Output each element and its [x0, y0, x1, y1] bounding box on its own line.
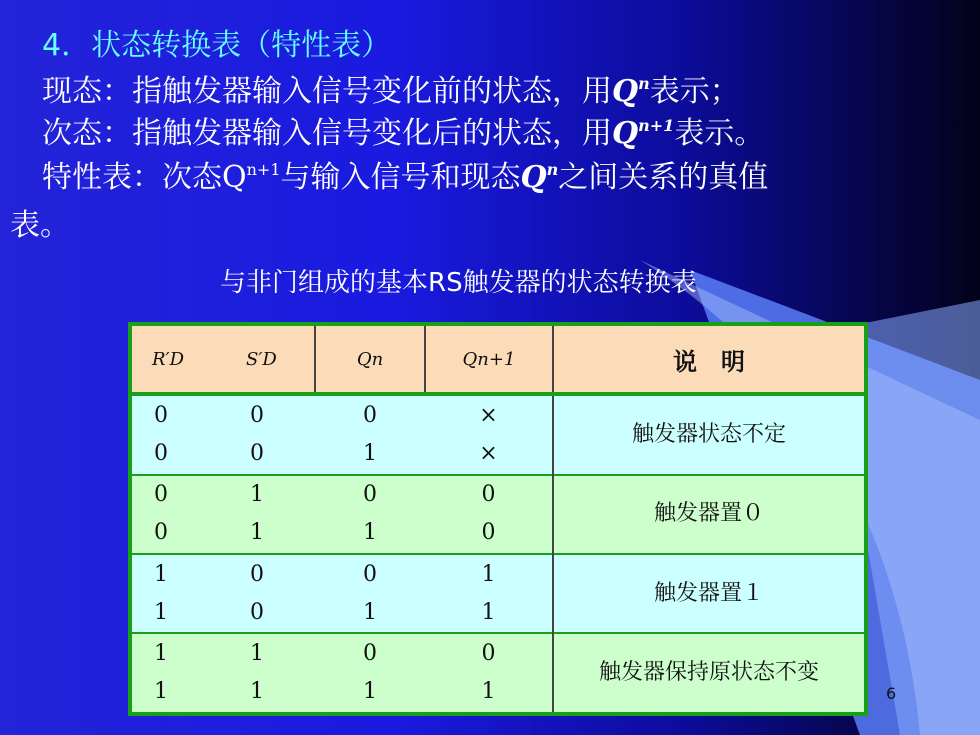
header-qn1: Qn+1: [425, 324, 553, 394]
row-description: 触发器保持原状态不变: [598, 660, 819, 686]
table-cell: 0: [154, 520, 168, 546]
table-cell: 1: [363, 599, 377, 625]
table-cell: 0: [250, 402, 264, 428]
row-description: 触发器置１: [653, 580, 764, 606]
table-cell: 1: [250, 641, 264, 667]
table-cell: 0: [481, 520, 496, 546]
table-cell: 1: [154, 561, 168, 587]
table-cell: 1: [363, 520, 377, 546]
table-cell: 0: [363, 561, 377, 587]
table-cell: 0: [363, 641, 377, 667]
table-caption: 与非门组成的基本RS触发器的状态转换表: [220, 268, 697, 298]
table-cell: 1: [154, 641, 168, 667]
table-cell: 1: [154, 679, 168, 705]
table-row-group: [130, 633, 866, 714]
table-cell: 0: [154, 440, 168, 466]
table-cell: 1: [250, 679, 264, 705]
table-cell: 1: [250, 482, 264, 508]
table-row-group: [130, 554, 866, 633]
table-cell: 1: [363, 679, 377, 705]
table-cell: 0: [154, 482, 168, 508]
table-cell: 0: [363, 482, 377, 508]
section-heading: 4．状态转换表（特性表）: [42, 28, 392, 63]
table-cell: 1: [481, 679, 496, 705]
table-cell: 0: [250, 599, 264, 625]
table-row-group: [130, 394, 866, 475]
row-description: 触发器置０: [653, 501, 764, 527]
table-cell: 1: [481, 561, 496, 587]
page-number: 6: [886, 684, 897, 703]
header-sd: S′D: [240, 324, 315, 394]
table-cell: 0: [481, 641, 496, 667]
next-state-definition: 次态：指触发器输入信号变化后的状态，用$Q^{n+1}$表示。: [42, 116, 765, 151]
table-cell: 0: [250, 440, 264, 466]
table-cell: 0: [250, 561, 264, 587]
current-state-definition: 现态：指触发器输入信号变化前的状态，用$Q^n$表示；: [42, 74, 740, 109]
characteristic-table-definition: 特性表：次态$Q^{n+1}$与输入信号和现态$Q^n$之间关系的真值: [42, 160, 769, 195]
table-cell: 1: [154, 599, 168, 625]
header-description: 说 明: [553, 324, 866, 394]
characteristic-table-definition-continued: 表。: [10, 208, 70, 243]
table-cell: 1: [250, 520, 264, 546]
table-cell: 0: [481, 482, 496, 508]
table-cell: ×: [479, 440, 498, 466]
table-cell: 0: [154, 402, 168, 428]
header-qn: Qn: [315, 324, 425, 394]
table-cell: 0: [363, 402, 377, 428]
state-transition-table: [128, 322, 868, 716]
table-row-group: [130, 475, 866, 554]
table-cell: 1: [363, 440, 377, 466]
table-cell: ×: [479, 402, 498, 428]
table-cell: 1: [481, 599, 496, 625]
row-description: 触发器状态不定: [631, 421, 786, 447]
header-rd: R′D: [130, 324, 240, 394]
table-header-row: [130, 324, 866, 394]
